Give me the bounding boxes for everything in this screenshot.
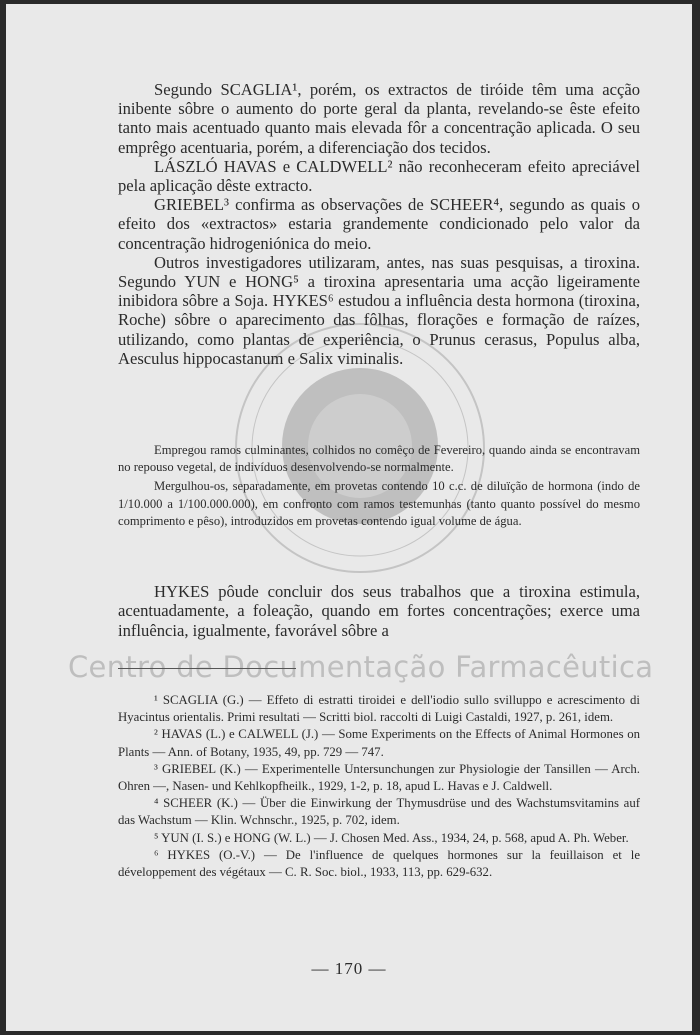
main-text (118, 80, 640, 368)
paragraph: Segundo SCAGLIA¹, porém, os extractos de tiróide têm uma acção inibente sôbre o aumento do porte geral da planta, revelando-se êste efeito tanto mais acentuado quanto mais elevada fôr a concentração aplicada. O seu emprêgo acentuaria, porém, a diferenciação dos tecidos. (118, 80, 640, 157)
footnote-divider (118, 668, 296, 669)
footnote: ² HAVAS (L.) e CALWELL (J.) — Some Experiments on the Effects of Animal Hormones on Plants — Ann. of Botany, 1935, 49, pp. 729 — 747. (118, 727, 640, 759)
quoted-block (118, 442, 640, 532)
paragraph: LÁSZLÓ HAVAS e CALDWELL² não reconheceram efeito apreciável pela aplicação dêste extracto. (118, 156, 640, 196)
document-page (6, 4, 692, 1031)
quote-paragraph: Empregou ramos culminantes, colhidos no comêço de Fevereiro, quando ainda se encontravam no repouso vegetal, de indivíduos desenvolvendo-se normalmente. (118, 443, 640, 475)
continuation-text (118, 582, 640, 640)
paragraph: HYKES pôude concluir dos seus trabalhos que a tiroxina estimula, acentuadamente, a foleação, quando em fortes concentrações; exerce uma influência, igualmente, favorável sôbre a (118, 582, 640, 640)
footnote: ¹ SCAGLIA (G.) — Effeto di estratti tiroidei e dell'iodio sullo svilluppo e acrescimento di Hyacintus orientalis. Primi resultati — Scritti biol. raccolti di Luigi Castaldi, 1927, p. 261, idem. (118, 693, 640, 725)
paragraph: GRIEBEL³ confirma as observações de SCHEER⁴, segundo as quais o efeito dos «extractos» estaria grandemente condicionado pelo valor da concentração hidrogeniónica do meio. (118, 195, 640, 253)
footnote: ³ GRIEBEL (K.) — Experimentelle Untersunchungen zur Physiologie der Tansillen — Arch. Ohren —, Nasen- und Kehlkopfheilk., 1929, 1-2, p. 18, apud L. Havas e J. Caldwell. (118, 761, 640, 794)
page-number: — 170 — (311, 959, 387, 978)
quote-paragraph: Mergulhou-os, separadamente, em provetas contendo 10 c.c. de diluïção de hormona (indo de 1/10.000 a 1/100.000.000), em confronto com ramos testemunhas (tanto quanto possível do mesmo comprimento e pêso), introduzidos em provetas contendo igual volume de água. (118, 479, 640, 528)
footnote: ⁶ HYKES (O.-V.) — De l'influence de quelques hormones sur la feuillaison et le développement des végétaux — C. R. Soc. biol., 1933, 113, pp. 629-632. (118, 847, 640, 880)
footnotes (118, 692, 640, 881)
paragraph: Outros investigadores utilizaram, antes, nas suas pesquisas, a tiroxina. Segundo YUN e HONG⁵ a tiroxina apresentaria uma acção ligeiramente inibidora sôbre a Soja. HYKES⁶ estudou a influência desta hormona (tiroxina, Roche) sôbre o aparecimento das fôlhas, florações e formação de raízes, utilizando, como plantas de experiência, o Prunus cerasus, Populus alba, Aesculus hippocastanum e Salix viminalis. (118, 252, 640, 368)
footnote: ⁴ SCHEER (K.) — Über die Einwirkung der Thymusdrüse und des Wachstumsvitamins auf das Wachstum — Klin. Wchnschr., 1925, p. 702, idem. (118, 796, 640, 828)
watermark-text: Centro de Documentação Farmacêutica (68, 650, 654, 684)
footnote: ⁵ YUN (I. S.) e HONG (W. L.) — J. Chosen Med. Ass., 1934, 24, p. 568, apud A. Ph. Weber. (154, 830, 629, 845)
